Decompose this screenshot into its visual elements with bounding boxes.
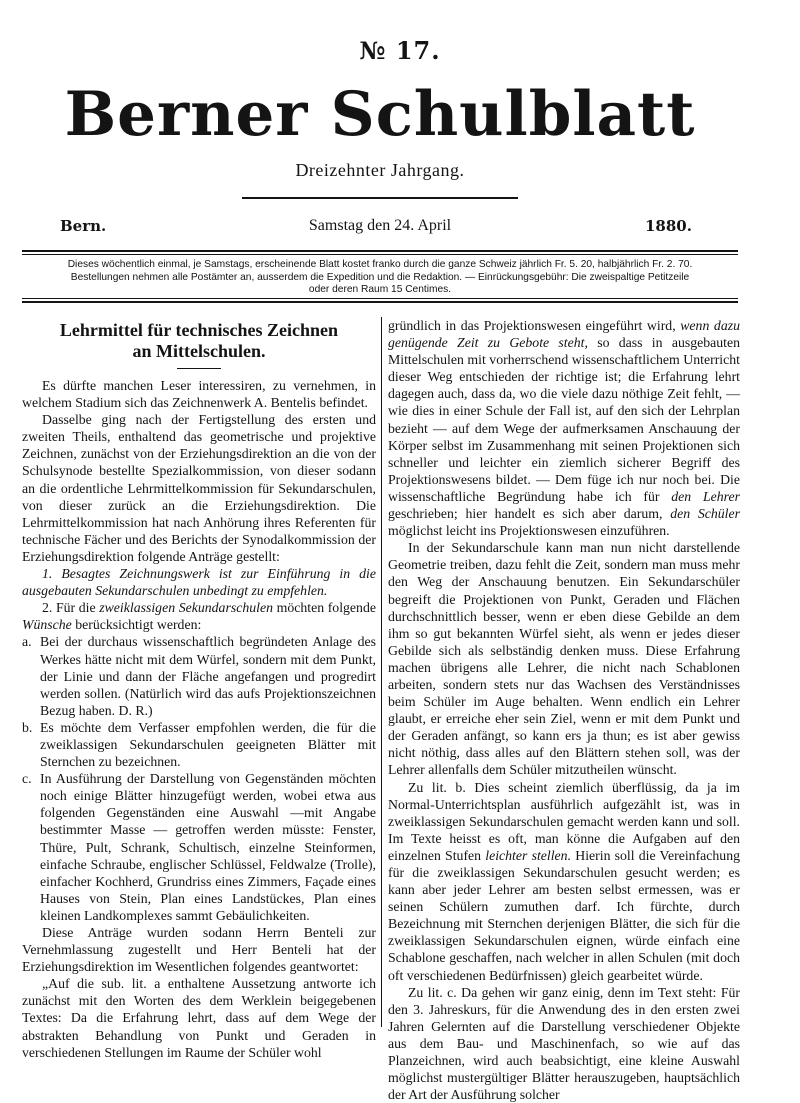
paragraph: In der Sekundarschule kann man nun nicht darstellende Geometrie treiben, dazu fehlt die Zeit, sondern man muss mehr den Weg der Anschauung benutzen. Ein Sekundarschüler begreift die Projektionen von Punkt, Geraden und Flächen durchschnittlich besser, wenn er eben diese Gebilde an dem ihm so gut bekannten Würfel sieht, als wenn er jedes dieser Gebilde sich als selbständig denken muss. Diese Erfahrung machen übrigens alle Lehrer, die nicht nach Schablonen arbeiten, sondern stets nur das Wachsen des Verständnisses beim Schüler im Auge behalten. Wenn endlich ein Lehrer glaubt, er erreiche eher sein Ziel, wenn er mit dem Punkt und der Geraden anfängt, so kann ers ja thun; es ist aber gewiss nicht nöthig, dass alles auf den Blättern stehen soll, was der Lehrer allenfalls dem Schüler mitzutheilen wünscht. — [388, 540, 740, 778]
list-item — [22, 770, 376, 924]
text-run: Wünsche — [22, 617, 72, 633]
paragraph: Diese Anträge wurden sodann Herrn Benteli zur Vernehmlassung zugestellt und Herr Benteli hat der Erziehungsdirektion im Wesentlichen folgendes geantwortet: — [22, 925, 376, 975]
text-run: 2. Für die — [42, 600, 100, 616]
notice-line: Dieses wöchentlich einmal, je Samstags, erscheinende Blatt kostet franko durch die ganze Schweiz jährlich Fr. 5. 20, halbjährlich Fr. 2. 70. — [67, 259, 693, 270]
text-run: berücksichtigt werden: — [71, 617, 202, 633]
paragraph: Zu lit. c. Da gehen wir ganz einig, denn im Text steht: Für den 3. Jahreskurs, für die Anwendung des in den ersten zwei Jahren Gelernten auf die Darstellung verschiedener Objekte aus dem Bau- und Maschinenfach, so wie auf das Planzeichnen, wird auch beabsichtigt, eine kleine Auswahl möglichst mustergültiger Blätter herauszugeben, hauptsächlich der Art der Ausführung solcher — [388, 984, 740, 1103]
title-divider — [177, 368, 221, 369]
list-text: In Ausführung der Darstellung von Gegenständen möchten noch einige Blätter hinzugefügt werden, wobei etwa aus folgenden Gegenständen eine Auswahl —mit Angabe bestimmter Masse — getroffen werden müsste: Fenster, Thüre, Pult, Schrank, Schultisch, einzelne Steinformen, einfache Schraube, englischer Schlüssel, Feldwalze (Trolle), einfacher Kochherd, Grundriss eines Zimmers, Façade eines Hauses von Stein, Plan eines Landstückes, Plan eines kleinen Landkomplexes sammt Gebäulichkeiten. — [40, 771, 376, 923]
text-run: möglichst leicht ins Projektionswesen einzuführen. — [388, 523, 670, 539]
text-run: Zu lit. b. Dies scheint ziemlich überflüssig, da ja im Normal-Unterrichtsplan ausführlich aufgezählt ist, was in zweiklassigen Sekundarschulen gemacht werden kann und soll. Im Texte heisst es oft, man könne die Aufgaben auf den einzelnen Stufen — [388, 779, 740, 863]
notice-bottom-rule — [22, 301, 738, 303]
article-title — [22, 320, 376, 362]
paragraph: Dasselbe ging nach der Fertigstellung des ersten und zweiten Theils, enthaltend das geometrische und projektive Zeichnen, zunächst von der Erziehungsdirektion an die von der Schulsynode bestellte Spezialkommission, von dieser sodann an die ordentliche Lehrmittelkommission für Sekundarschulen, von dieser zurück an die Erziehungsdirektion. Die Lehrmittelkommission hat nach Anhörung ihres Referenten für technische Fächer und des Berichts der Synodalkommission der Erziehungsdirektion folgende Anträge gestellt: — [22, 412, 376, 564]
notice-line: Bestellungen nehmen alle Postämter an, ausserdem die Expedition und die Redaktion. — Einrückungsgebühr: Die zweispaltige Petitzeile — [70, 271, 690, 283]
place-of-publication: Bern. — [60, 217, 107, 235]
text-run: den Schüler — [670, 506, 741, 522]
issue-number: № 17. — [359, 36, 441, 65]
text-run: wenn dazu genügende Zeit zu Gebote steht, — [388, 318, 740, 351]
text-run: möchten folgende — [272, 600, 376, 616]
text-run: Hierin soll die Vereinfachung für die zweiklassigen Sekundarschulen gesucht werden; es kann aber jeder Lehrer am besten selbst ermessen, was er seinen Schülern zumuthen darf. Ich fürchte, durch Bezeichnung mit Sternchen derjenigen Blätter, die sich für die zweiklassigen Sekundarschulen eignen, würde einfach eine Schablone geschaffen, nach welcher in allen Schulen (mit doch oft verschiedenen Bedürfnissen) gleich gearbeitet würde. — [388, 847, 741, 983]
notice-top-rule-thin — [22, 254, 738, 255]
text-run: geschrieben; hier handelt es sich aber darum, — [388, 506, 671, 522]
list-item — [22, 719, 376, 770]
article-title-line: an Mittelschulen. — [132, 341, 266, 361]
article-title-line: Lehrmittel für technisches Zeichnen — [59, 320, 339, 340]
paragraph — [388, 779, 740, 984]
text-run: leichter stellen. — [485, 847, 572, 863]
notice-bottom-rule-thin — [22, 298, 738, 299]
list-label: a. — [22, 634, 32, 650]
paragraph: „Auf die sub. lit. a enthaltene Aussetzung antworte ich zunächst mit den Worten des dem Werklein beigegebenen Textes: Da die Erfahrung lehrt, dass auf dem Wege der abstrakten Behandlung von Punkt und Geraden in verschiedenen Stellungen im Raume der Schüler wohl — [22, 976, 376, 1060]
subscription-notice — [22, 259, 738, 297]
list-text: Bei der durchaus wissenschaftlich begründeten Anlage des Werkes hätte nicht mit dem Würfel, sondern mit dem Punkt, der Linie und dann der Fläche angefangen und progredirt werden sollen. (Natürlich wird das aufs Projektionszeichnen Bezug haben. D. R.) — [40, 634, 376, 718]
paragraph — [22, 599, 376, 633]
right-column — [388, 317, 740, 1103]
left-column — [22, 320, 376, 1061]
notice-line: oder deren Raum 15 Centimes. — [308, 284, 452, 295]
notice-top-rule — [22, 250, 738, 252]
issue-year: 1880. — [645, 217, 692, 235]
list-text: Es möchte dem Verfasser empfohlen werden, die für die zweiklassigen Sekundarschulen geeigneten Blätter mit Sternchen zu bezeichnen. — [40, 719, 376, 770]
list-label: c. — [22, 771, 32, 787]
list-item — [22, 633, 376, 718]
paragraph — [388, 317, 740, 539]
text-run: zweiklassigen Sekundarschulen — [99, 600, 273, 616]
text-run: gründlich in das Projektionswesen eingeführt wird, — [388, 318, 681, 333]
masthead-divider — [242, 197, 518, 199]
paragraph: 1. Besagtes Zeichnungswerk ist zur Einführung in die ausgebauten Sekundarschulen unbedingt zu empfehlen. — [22, 566, 376, 599]
issue-date: Samstag den 24. April — [308, 217, 452, 234]
volume-subtitle: Dreizehnter Jahrgang. — [295, 160, 465, 180]
text-run: den Lehrer — [671, 488, 740, 504]
newspaper-title: Berner Schulblatt — [64, 79, 696, 150]
text-run: so dass in ausgebauten Mittelschulen mit vorherrschend wissenschaftlichem Unterricht dieser Weg entschieden der richtige ist; die Erfahrung lehrt dagegen auch, dass da, wo die viele dazu nöthige Zeit fehlt, — wie dies in einer Schule der Fall ist, auf den sich der Lehrplan bezieht — auf dem Wege der aufmerksamen Anschauung der Körper selbst im Zusammenhang mit seinen Projektionen sich schneller und leichter ein ziemlich sicherer Begriff des Projektionswesens bildet. — Dem füge ich nur noch bei. Die wissenschaftliche Begründung habe ich für — [388, 335, 741, 504]
paragraph: Es dürfte manchen Leser interessiren, zu vernehmen, in welchem Stadium sich das Zeichnenwerk A. Bentelis befindet. — [22, 378, 376, 411]
list-label: b. — [22, 719, 33, 735]
column-separator — [381, 317, 382, 1027]
